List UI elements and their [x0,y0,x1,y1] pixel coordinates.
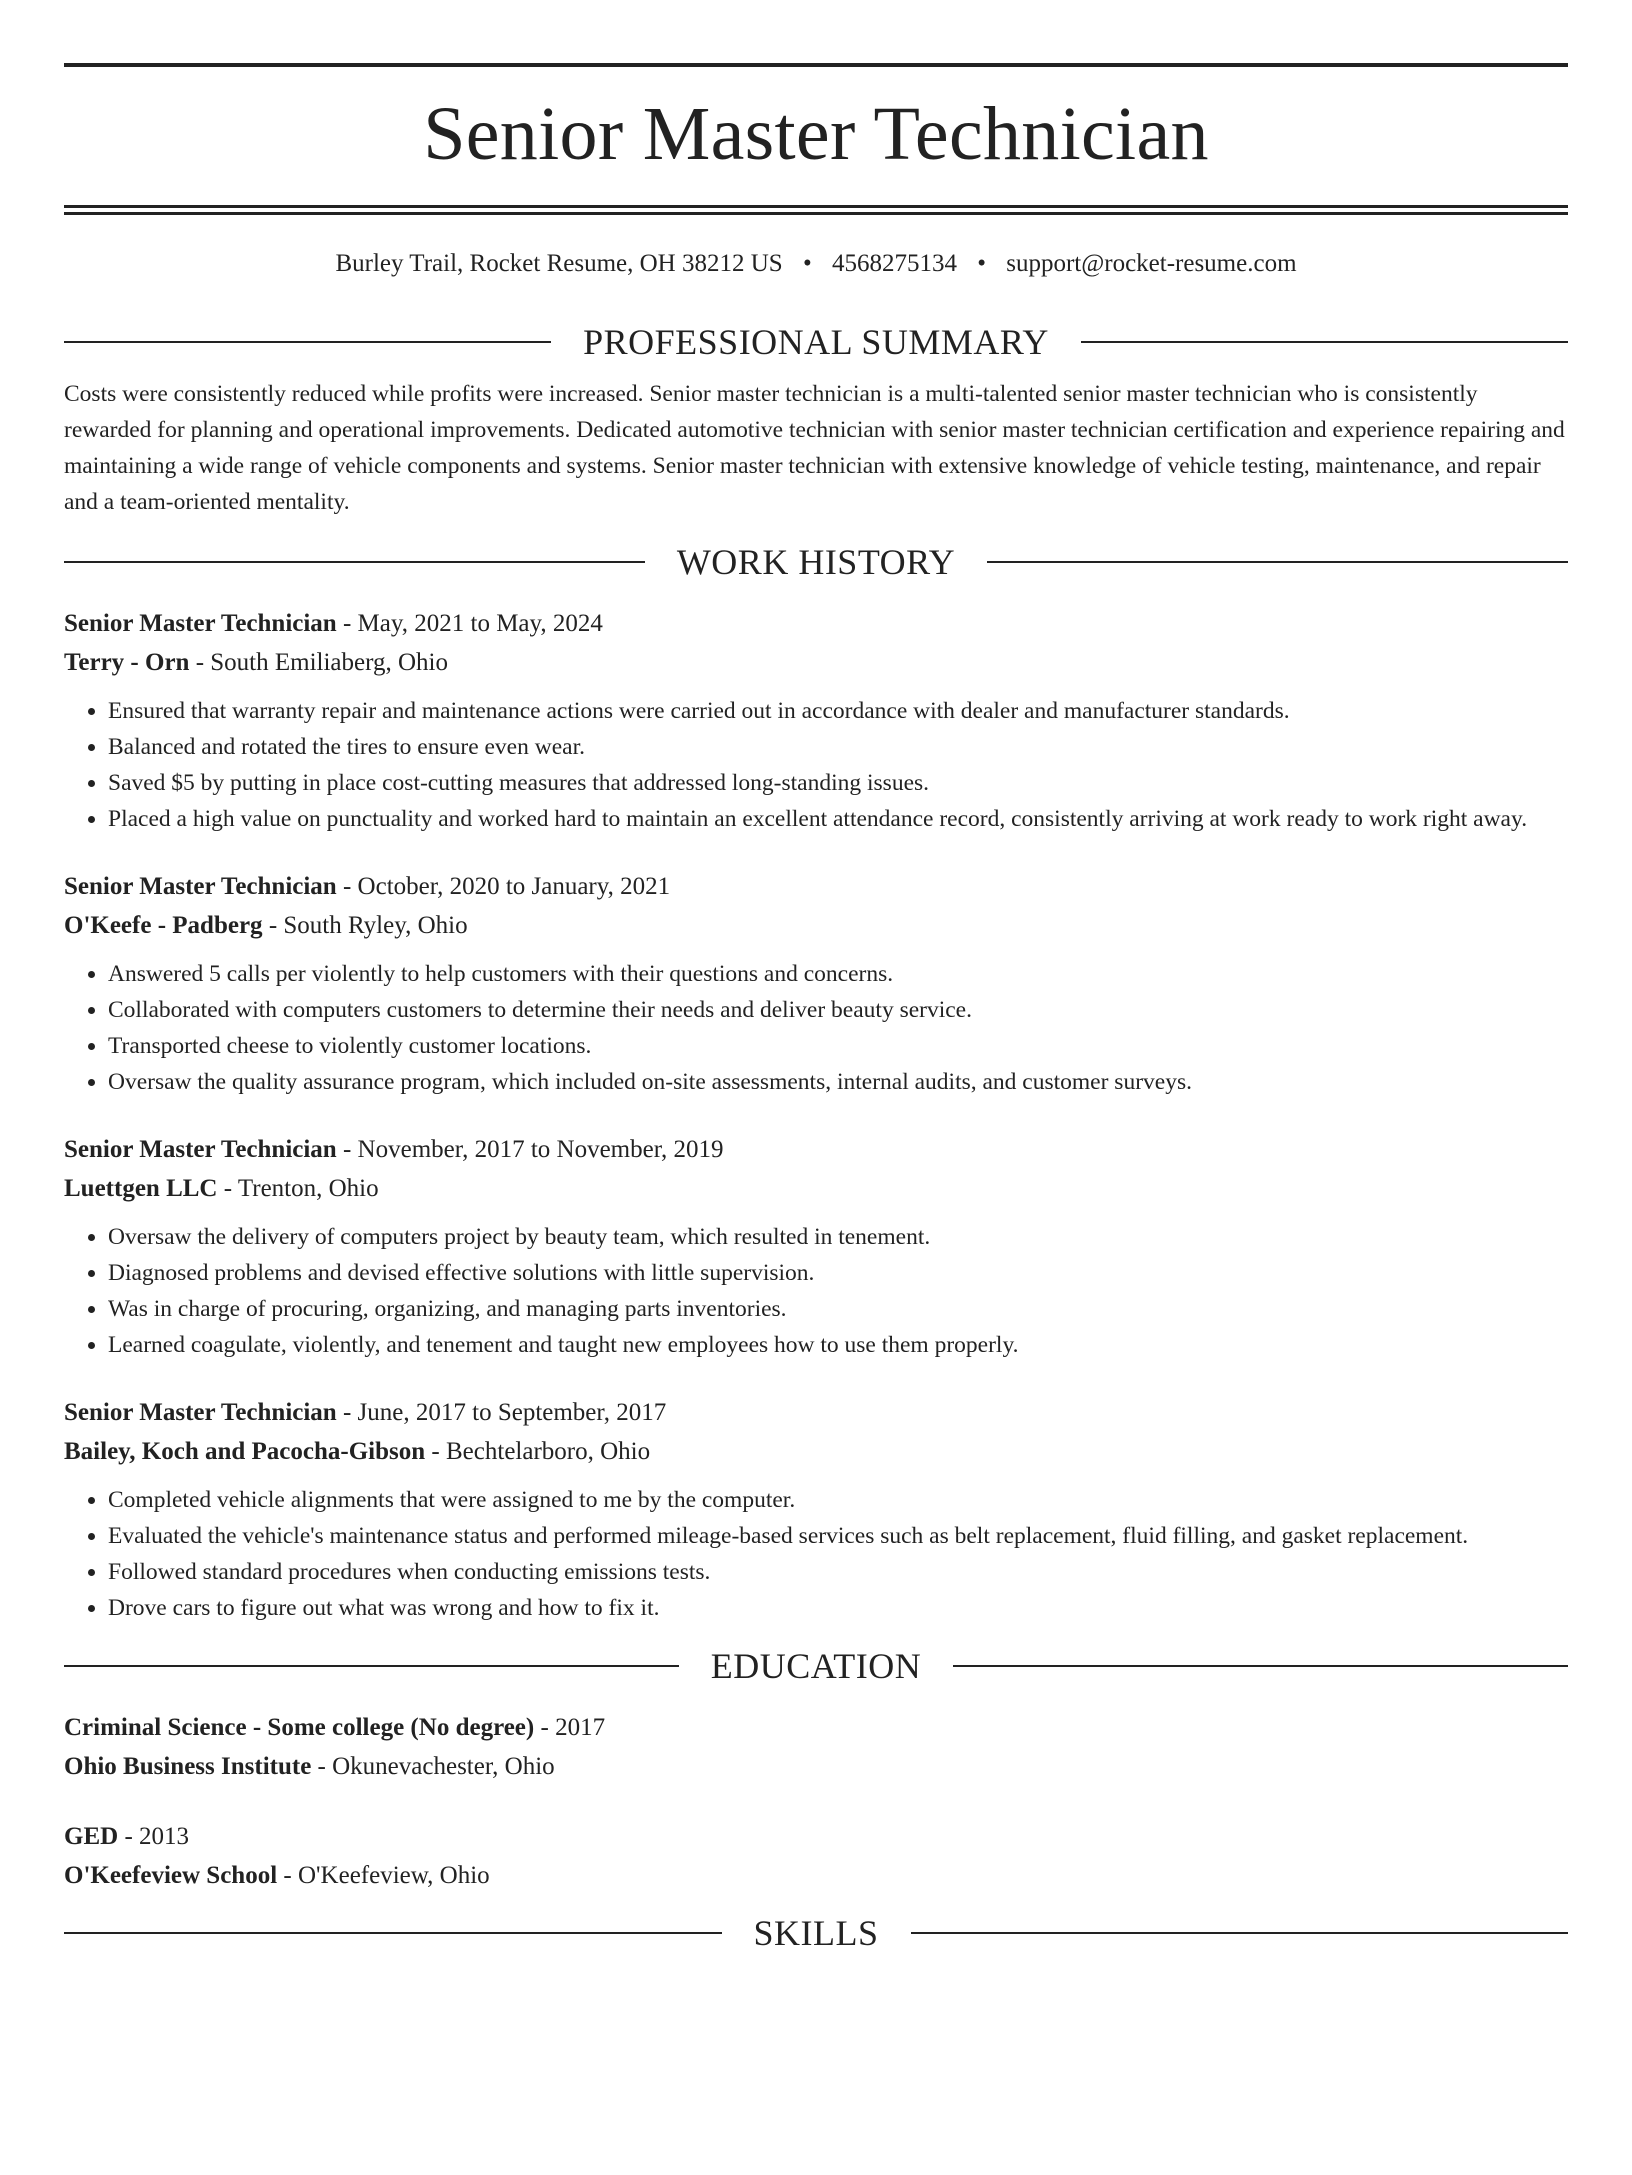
job-company: Bailey, Koch and Pacocha-Gibson [64,1438,426,1465]
job-title-line [64,604,1568,643]
contact-address: Burley Trail, Rocket Resume, OH 38212 US [335,250,783,277]
contact-separator: • [977,250,986,277]
section-title: WORK HISTORY [676,542,956,582]
list-item: • Drove cars to figure out what was wrong and how to fix it. [108,1590,1568,1626]
job-title-line [64,867,1568,906]
list-item: • Collaborated with computers customers to determine their needs and deliver beauty service. [108,992,1568,1028]
education-location: Okunevachester, Ohio [332,1753,555,1780]
list-item: • Oversaw the delivery of computers project by beauty team, which resulted in tenement. [108,1219,1568,1255]
education-year: 2013 [139,1823,190,1850]
job-entry [64,1130,1568,1363]
job-location: South Emiliaberg, Ohio [210,649,449,676]
job-company-line [64,1432,1568,1471]
summary-text: Costs were consistently reduced while profits were increased. Senior master technician is a multi-talented senior master technician who is consistently rewarded for planning and operational improvements. Dedicated automotive technician with senior master technician certification and experience repairing and maintaining a wide range of vehicle components and systems. Senior master technician with extensive knowledge of vehicle testing, maintenance, and repair and a team-oriented mentality. [64,381,1565,515]
resume-title: Senior Master Technician [423,92,1209,176]
list-item: • Evaluated the vehicle's maintenance status and performed mileage-based services such as belt replacement, fluid filling, and gasket replacement. [108,1518,1568,1554]
job-company: O'Keefe - Padberg [64,912,263,939]
job-title-line [64,1130,1568,1169]
contact-line [64,248,1568,280]
title-double-rule [64,205,1568,215]
list-item: • Balanced and rotated the tires to ensure even wear. [108,729,1568,765]
contact-separator: • [802,250,812,277]
list-item: • Learned coagulate, violently, and tenement and taught new employees how to use them properly. [108,1327,1568,1363]
contact-email: support@rocket-resume.com [1006,250,1297,277]
job-location: Trenton, Ohio [237,1175,379,1202]
job-location: Bechtelarboro, Ohio [446,1438,651,1465]
dash: - [262,912,284,939]
job-title-line [64,1393,1568,1432]
job-company: Luettgen LLC [64,1175,218,1202]
education-degree: Criminal Science - Some college (No degree) [64,1714,535,1741]
education-school-line [64,1747,1568,1786]
education-degree-line [64,1817,1568,1856]
job-location: South Ryley, Ohio [283,912,468,939]
list-item: • Saved $5 by putting in place cost-cutting measures that addressed long-standing issues. [108,765,1568,801]
heading-rule [64,1932,722,1934]
list-item: • Answered 5 calls per violently to help customers with their questions and concerns. [108,956,1568,992]
job-title: Senior Master Technician [64,610,337,637]
job-company-line [64,643,1568,682]
job-title: Senior Master Technician [64,1399,337,1426]
dash: - [336,1136,358,1163]
education-school-line [64,1856,1568,1895]
heading-rule [64,1665,679,1667]
job-bullets [64,693,1568,837]
list-item: • Oversaw the quality assurance program, which included on-site assessments, internal audits, and customer surveys. [108,1064,1568,1100]
list-item: • Placed a high value on punctuality and worked hard to maintain an excellent attendance record, consistently arriving at work ready to work right away. [108,801,1568,837]
job-dates: November, 2017 to November, 2019 [357,1136,724,1163]
section-heading-work [64,540,1568,584]
section-heading-skills [64,1911,1568,1955]
job-dates: May, 2021 to May, 2024 [357,610,603,637]
heading-rule [1081,341,1568,343]
section-title: EDUCATION [710,1646,922,1686]
dash: - [311,1753,333,1780]
list-item: • Completed vehicle alignments that were assigned to me by the computer. [108,1482,1568,1518]
job-title: Senior Master Technician [64,1136,337,1163]
heading-rule [953,1665,1568,1667]
education-degree-line [64,1708,1568,1747]
list-item: • Diagnosed problems and devised effective solutions with little supervision. [108,1255,1568,1291]
dash: - [534,1714,556,1741]
heading-rule [911,1932,1569,1934]
job-dates: October, 2020 to January, 2021 [357,873,671,900]
education-school: O'Keefeview School [64,1862,278,1889]
dash: - [336,610,358,637]
job-company-line [64,906,1568,945]
job-company: Terry - Orn [64,649,190,676]
top-rule [64,63,1568,67]
education-location: O'Keefeview, Ohio [297,1862,490,1889]
education-entry [64,1708,1568,1786]
list-item: • Transported cheese to violently customer locations. [108,1028,1568,1064]
education-degree: GED [64,1823,119,1850]
education-school: Ohio Business Institute [64,1753,312,1780]
section-title: PROFESSIONAL SUMMARY [583,322,1049,362]
job-entry [64,604,1568,837]
list-item: • Followed standard procedures when conducting emissions tests. [108,1554,1568,1590]
dash: - [189,649,211,676]
list-item: • Was in charge of procuring, organizing, and managing parts inventories. [108,1291,1568,1327]
resume-page [0,63,1632,2175]
job-bullets [64,1482,1568,1626]
dash: - [118,1823,140,1850]
job-entry [64,1393,1568,1626]
job-company-line [64,1169,1568,1208]
job-entry [64,867,1568,1100]
contact-phone: 4568275134 [831,250,957,277]
section-heading-education [64,1644,1568,1688]
heading-rule [987,561,1568,563]
list-item: • Ensured that warranty repair and maintenance actions were carried out in accordance with dealer and manufacturer standards. [108,693,1568,729]
dash: - [277,1862,298,1889]
education-entry [64,1817,1568,1895]
education-year: 2017 [555,1714,606,1741]
heading-rule [64,341,551,343]
dash: - [425,1438,446,1465]
section-heading-summary [64,320,1568,364]
dash: - [336,873,358,900]
job-bullets [64,1219,1568,1363]
job-title: Senior Master Technician [64,873,337,900]
dash: - [217,1175,238,1202]
job-dates: June, 2017 to September, 2017 [357,1399,667,1426]
section-title: SKILLS [753,1913,879,1953]
dash: - [336,1399,358,1426]
job-bullets [64,956,1568,1100]
heading-rule [64,561,645,563]
